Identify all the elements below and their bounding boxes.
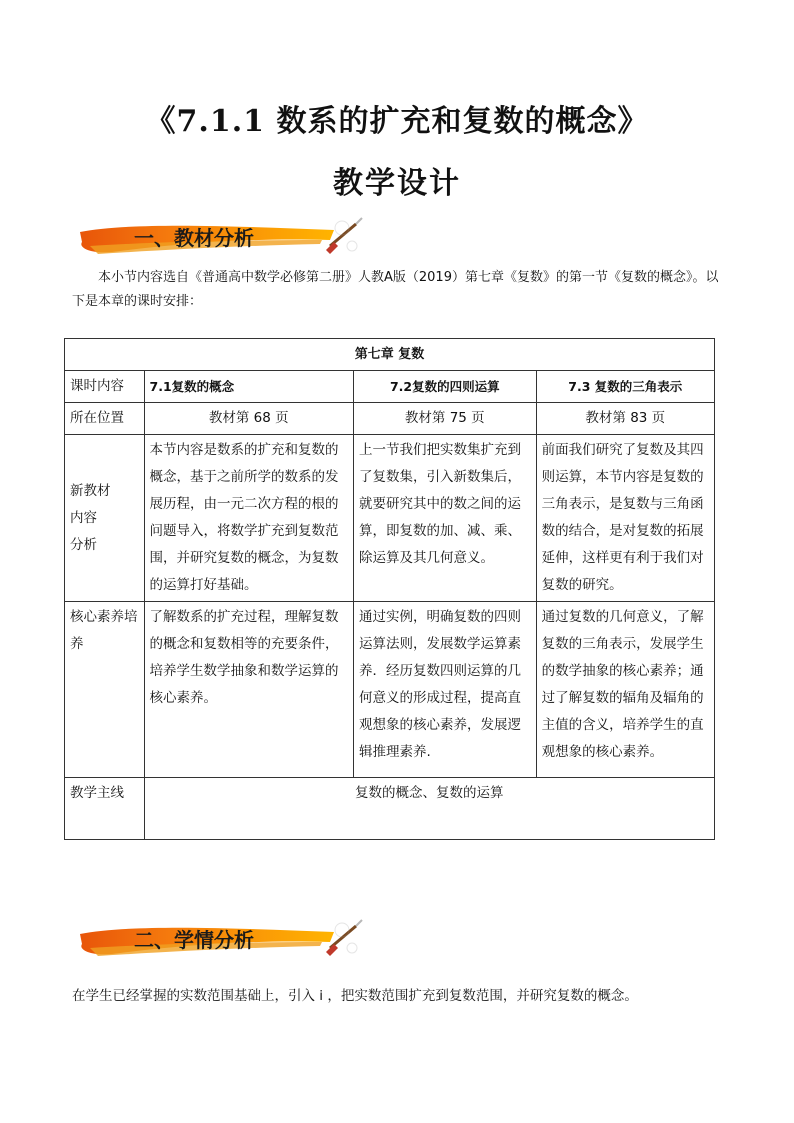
section-cell: 7.1复数的概念 [144, 371, 353, 403]
section-cell: 7.3 复数的三角表示 [536, 371, 714, 403]
row-label-line: 新教材 [70, 482, 111, 499]
student-analysis-paragraph: 在学生已经掌握的实数范围基础上，引入 i ，把实数范围扩充到复数范围，并研究复数的概念。 [72, 988, 638, 1004]
row-label-line: 内容 [70, 509, 97, 526]
page-cell: 教材第 75 页 [353, 403, 536, 435]
section-heading: 二、学情分析 [134, 928, 254, 952]
table-header: 第七章 复数 [65, 339, 715, 371]
row-label-location: 所在位置 [65, 403, 145, 435]
row-label-mainline: 教学主线 [65, 778, 145, 840]
table-row [65, 778, 715, 840]
lesson-schedule-table [64, 338, 715, 840]
intro-paragraph: 本小节内容选自《普通高中数学必修第二册》人教A版（2019）第七章《复数》的第一节《复数的概念》。以下是本章的课时安排： [72, 270, 719, 309]
analysis-cell: 上一节我们把实数集扩充到了复数集，引入新数集后，就要研究其中的数之间的运算，即复数的加、减、乘、除运算及其几何意义。 [353, 435, 536, 602]
page-cell: 教材第 83 页 [536, 403, 714, 435]
analysis-cell: 前面我们研究了复数及其四则运算，本节内容是复数的三角表示，是复数与三角函数的结合，是对复数的拓展延伸，这样更有利于我们对复数的研究。 [536, 435, 714, 602]
section-banner-student-analysis [72, 918, 372, 962]
table-row [65, 403, 715, 435]
table-header-row [65, 339, 715, 371]
row-label-analysis [65, 435, 145, 602]
table-row [65, 435, 715, 602]
row-label-core: 核心素养培养 [65, 602, 145, 778]
table-row [65, 371, 715, 403]
page-cell: 教材第 68 页 [144, 403, 353, 435]
row-label-content: 课时内容 [65, 371, 145, 403]
table-row [65, 602, 715, 778]
row-label-line: 分析 [70, 536, 97, 553]
section-cell: 7.2复数的四则运算 [353, 371, 536, 403]
core-cell: 了解数系的扩充过程，理解复数的概念和复数相等的充要条件，培养学生数学抽象和数学运算的核心素养。 [144, 602, 353, 778]
analysis-cell: 本节内容是数系的扩充和复数的概念，基于之前所学的数系的发展历程，由一元二次方程的根的问题导入，将数学扩充到复数范围，并研究复数的概念，为复数的运算打好基础。 [144, 435, 353, 602]
core-cell: 通过实例，明确复数的四则运算法则，发展数学运算素养．经历复数四则运算的几何意义的形成过程，提高直观想象的核心素养，发展逻辑推理素养. [353, 602, 536, 778]
document-subtitle: 教学设计 [333, 166, 461, 201]
document-title: 《7.1.1 数系的扩充和复数的概念》 [145, 104, 649, 139]
section-heading: 一、教材分析 [134, 226, 254, 250]
section-banner-textbook-analysis [72, 216, 372, 260]
mainline-cell: 复数的概念、复数的运算 [144, 778, 715, 840]
core-cell: 通过复数的几何意义，了解复数的三角表示，发展学生的数学抽象的核心素养；通过了解复数的辐角及辐角的主值的含义，培养学生的直观想象的核心素养。 [536, 602, 714, 778]
